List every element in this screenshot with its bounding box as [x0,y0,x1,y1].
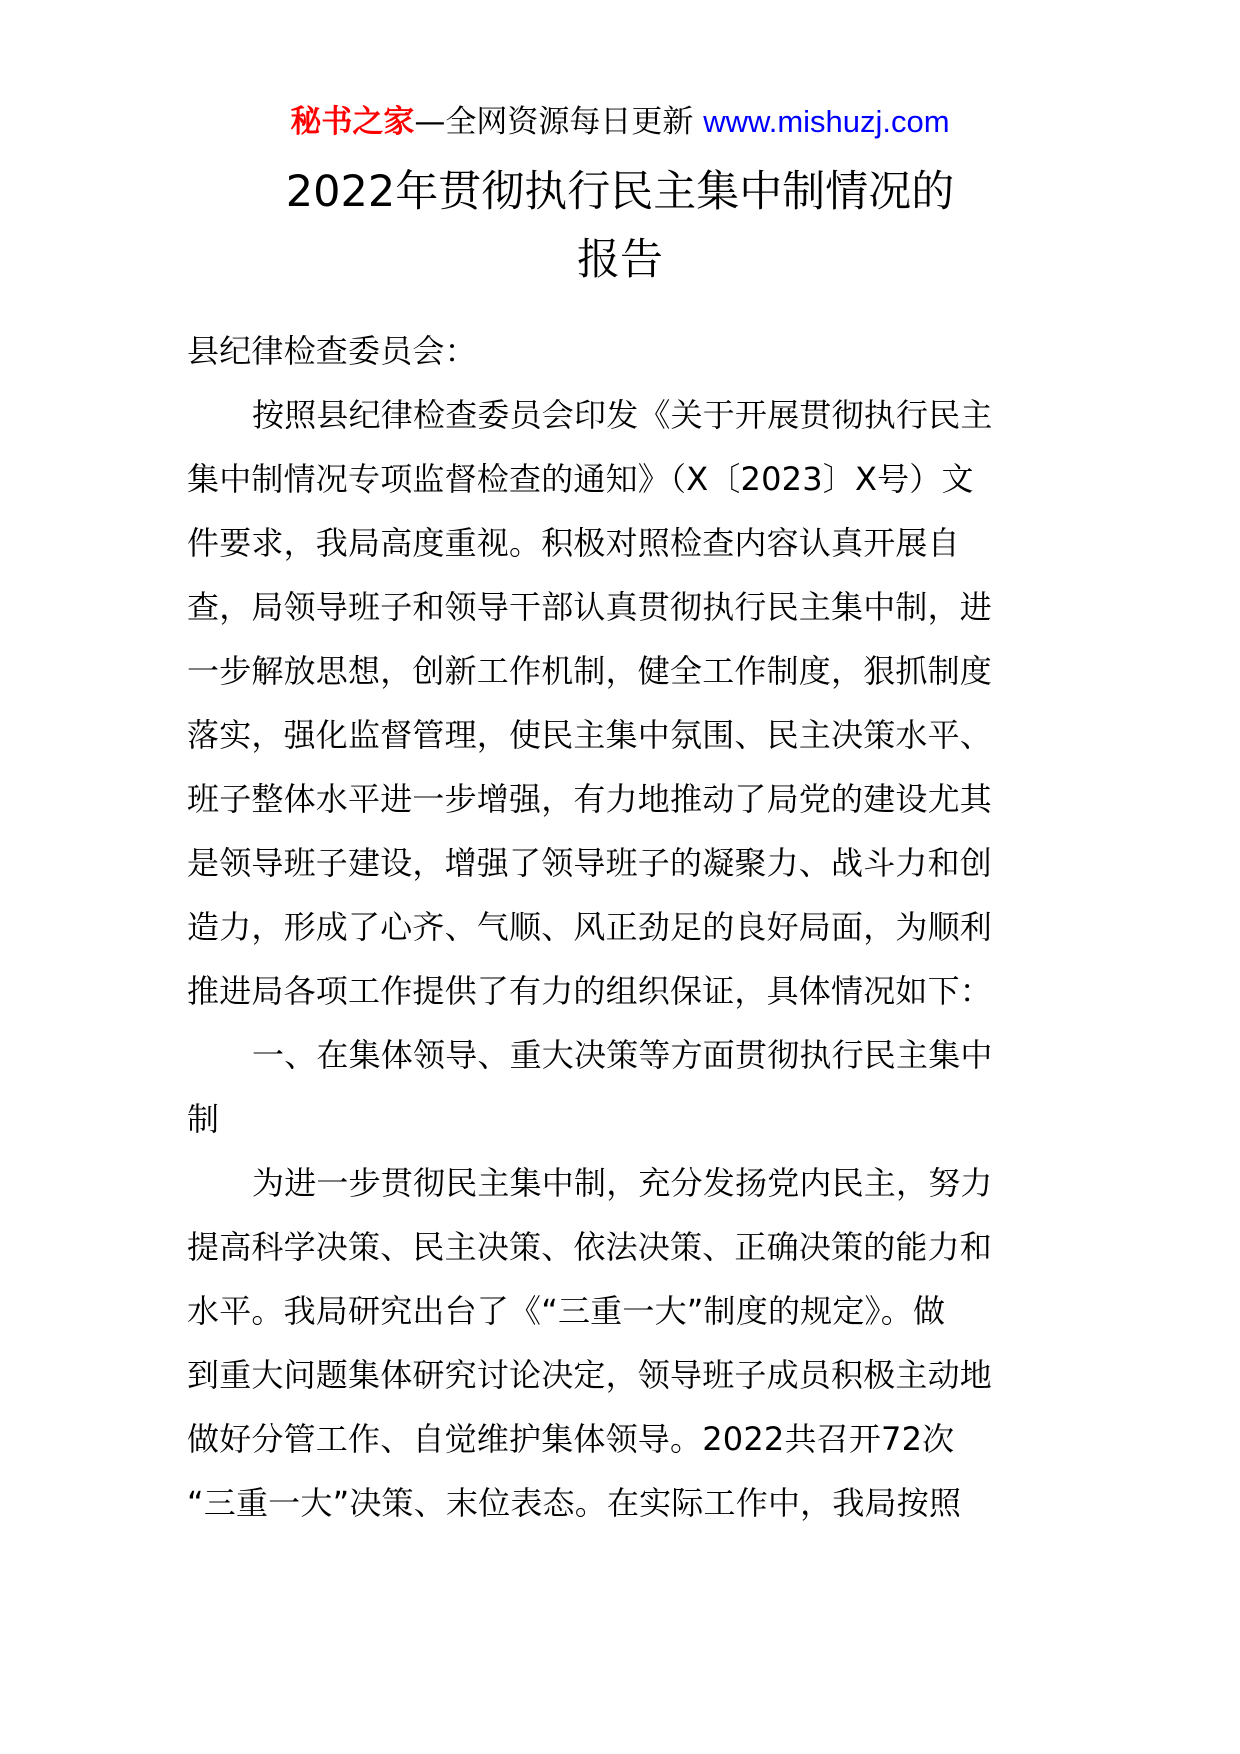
paragraph-line: 到重大问题集体研究讨论决定，领导班子成员积极主动地 [187,1356,993,1394]
paragraph-line: “三重一大”决策、末位表态。在实际工作中，我局按照 [187,1484,962,1522]
paragraph-line: 按照县纪律检查委员会印发《关于开展贯彻执行民主 [252,396,993,434]
paragraph-line: 是领导班子建设，增强了领导班子的凝聚力、战斗力和创 [187,844,993,882]
paragraph-line: 落实，强化监督管理，使民主集中氛围、民主决策水平、 [187,716,993,754]
section-heading-line: 制 [187,1100,220,1138]
paragraph-line: 集中制情况专项监督检查的通知》（X〔2023〕X号）文 [187,460,974,498]
paragraph-line: 班子整体水平进一步增强，有力地推动了局党的建设尤其 [187,780,993,818]
paragraph-line: 做好分管工作、自觉维护集体领导。2022共召开72次 [187,1420,955,1458]
paragraph-line: 提高科学决策、民主决策、依法决策、正确决策的能力和 [187,1228,993,1266]
salutation: 县纪律检查委员会： [187,332,477,370]
paragraph-line: 水平。我局研究出台了《“三重一大”制度的规定》。做 [187,1292,946,1330]
paragraph-line: 推进局各项工作提供了有力的组织保证，具体情况如下： [187,972,993,1010]
section-heading-line: 一、在集体领导、重大决策等方面贯彻执行民主集中 [252,1036,993,1074]
banner-slogan: —全网资源每日更新 [414,104,694,140]
brand-name: 秘书之家 [290,104,415,140]
paragraph-line: 为进一步贯彻民主集中制，充分发扬党内民主，努力 [252,1164,993,1202]
document-title-line-2: 报告 [577,235,663,285]
document-title-line-1: 2022年贯彻执行民主集中制情况的 [285,167,955,217]
site-url-link[interactable]: www.mishuzj.com [703,104,950,139]
paragraph-line: 查，局领导班子和领导干部认真贯彻执行民主集中制，进 [187,588,993,626]
paragraph-line: 一步解放思想，创新工作机制，健全工作制度，狠抓制度 [187,652,993,690]
site-banner [0,100,1240,144]
paragraph-line: 造力，形成了心齐、气顺、风正劲足的良好局面，为顺利 [187,908,993,946]
paragraph-line: 件要求，我局高度重视。积极对照检查内容认真开展自 [187,524,960,562]
